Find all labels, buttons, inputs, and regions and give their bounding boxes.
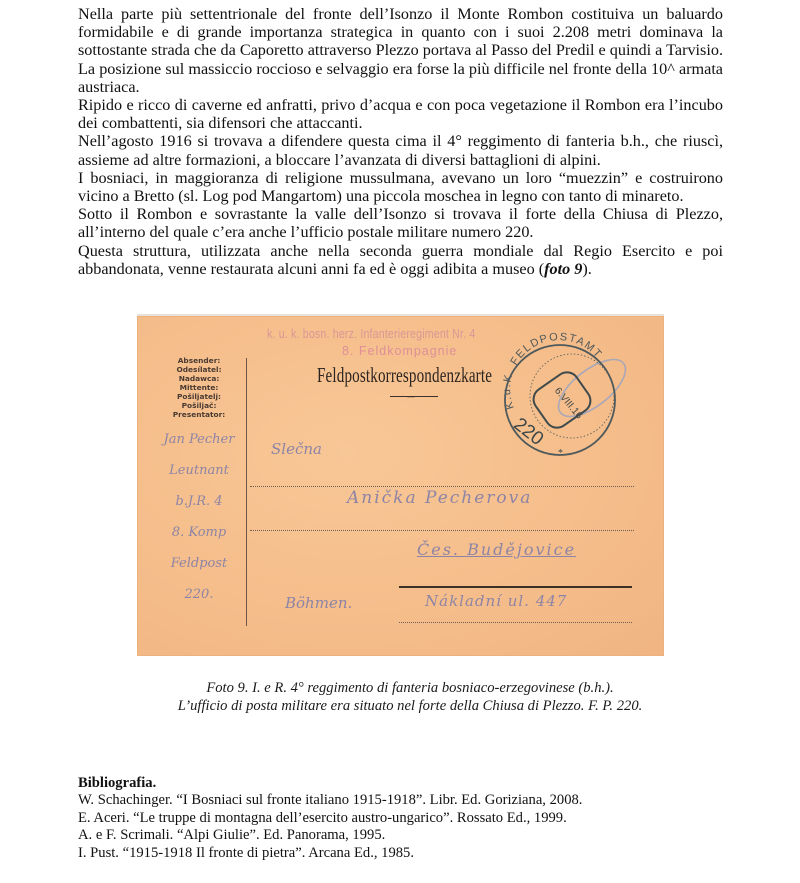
sender-label: Mittente:: [179, 383, 219, 392]
bibliography-entry: A. e F. Scrimali. “Alpi Giulie”. Ed. Panorama, 1995.: [78, 827, 386, 844]
postmark-number: 220: [509, 413, 548, 450]
company-stamp: 8. Feldkompagnie: [342, 344, 458, 358]
handwriting-line: Leutnant: [169, 463, 229, 478]
recipient-country: Böhmen.: [285, 594, 353, 612]
regiment-stamp: k. u. k. bosn. herz. Infanterieregiment Nr. 4: [267, 327, 476, 341]
paragraph: Sotto il Rombon e sovrastante la valle dell’Isonzo si trovava il forte della Chiusa di Plezzo, all’interno del quale c’era anche l’ufficio postale militare numero 220.: [78, 205, 723, 242]
address-line-1: [250, 486, 634, 487]
handwriting-line: 8. Komp: [171, 525, 227, 540]
sender-labels: [167, 356, 231, 419]
handwriting-line: Feldpost: [170, 556, 228, 571]
handwriting-line: b.J.R. 4: [175, 494, 223, 509]
paragraph: Nell’agosto 1916 si trovava a difendere questa cima il 4° reggimento di fanteria b.h., che riuscì, assieme ad altre formazioni, a bloccare l’avanzata di diversi battaglioni di alpini.: [78, 132, 723, 169]
paragraph: La posizione sul massiccio roccioso e selvaggio era forse la più difficile nel fronte della 10^ armata austriaca.: [78, 59, 723, 96]
paragraph-text: Questa struttura, utilizzata anche nella seconda guerra mondiale dal Regio Esercito e poi abbandonata, venne restaurata alcuni anni fa ed è oggi adibita a museo (: [78, 241, 723, 278]
recipient-salutation: Slečna: [271, 440, 322, 458]
postcard-photo: [137, 314, 664, 656]
postmark-top-text: K.u.K. FELDPOSTAMT: [501, 330, 605, 411]
sender-divider-line: [246, 358, 247, 626]
postmark-date: 6.VIII.16: [551, 385, 585, 422]
handwriting-line: Jan Pecher: [163, 432, 235, 447]
photo-caption: [160, 680, 660, 715]
bibliography-entry: E. Aceri. “Le truppe di montagna dell’esercito austro-ungarico”. Rossato Ed., 1999.: [78, 809, 567, 826]
bibliography-entry: I. Pust. “1915-1918 Il fronte di pietra”. Arcana Ed., 1985.: [78, 844, 414, 861]
address-underline: [399, 586, 632, 588]
sender-label: Nadawca:: [178, 374, 220, 383]
postmark-stamp: [492, 330, 632, 465]
paragraph-tail: ).: [582, 259, 592, 278]
caption-line: L’ufficio di posta militare era situato nel forte della Chiusa di Plezzo. F. P. 220.: [177, 697, 643, 714]
paragraph: I bosniaci, in maggioranza di religione mussulmana, avevano un loro “muezzin” e costruirono vicino a Bretto (sl. Log pod Mangartom) una piccola moschea in legno con tanto di minareto.: [78, 168, 723, 206]
caption-line: Foto 9. I. e R. 4° reggimento di fanteria bosniaco-erzegovinese (b.h.).: [206, 680, 614, 696]
postcard-title: Feldpostkorrespondenzkarte: [317, 363, 493, 387]
sender-handwriting: [159, 424, 239, 610]
sender-label: Presentator:: [172, 410, 226, 419]
ornament-glyph: ◦◦◦: [407, 393, 415, 401]
sender-label: Absender:: [177, 356, 221, 365]
postmark-star: *: [558, 448, 563, 459]
bibliography: [78, 775, 582, 862]
sender-label: Odesílatel:: [176, 365, 222, 374]
sender-label: Pošiljač:: [181, 401, 217, 410]
handwriting-line: 220.: [184, 587, 214, 602]
recipient-street: Nákladní ul. 447: [425, 592, 568, 610]
sender-label: Pošiljatelj:: [176, 392, 222, 401]
photo-reference: foto 9: [544, 259, 583, 278]
paragraph: Nella parte più settentrionale del fronte dell’Isonzo il Monte Rombon costituiva un baluardo formidabile e di grande importanza strategica in quanto con i suoi 2.208 metri dominava la sottostante strada che da Caporetto attraverso Plezzo portava al Passo del Predil e quindi a Tarvisio.: [78, 5, 723, 60]
address-line-2: [250, 530, 634, 531]
bibliography-entry: W. Schachinger. “I Bosniaci sul fronte italiano 1915-1918”. Libr. Ed. Goriziana, 2008.: [78, 792, 583, 809]
bibliography-heading: Bibliografia.: [78, 775, 157, 791]
recipient-name: Anička Pecherova: [347, 488, 533, 508]
address-line-3: [399, 622, 632, 623]
paragraph: [78, 242, 723, 278]
article-body: [78, 5, 723, 278]
paragraph: Ripido e ricco di caverne ed anfratti, privo d’acqua e con poca vegetazione il Rombon era l’incubo dei combattenti, sia difensori che attaccanti.: [78, 96, 723, 133]
postmark-dotted-ring: [530, 354, 614, 438]
recipient-city: Čes. Budějovice: [417, 540, 577, 559]
